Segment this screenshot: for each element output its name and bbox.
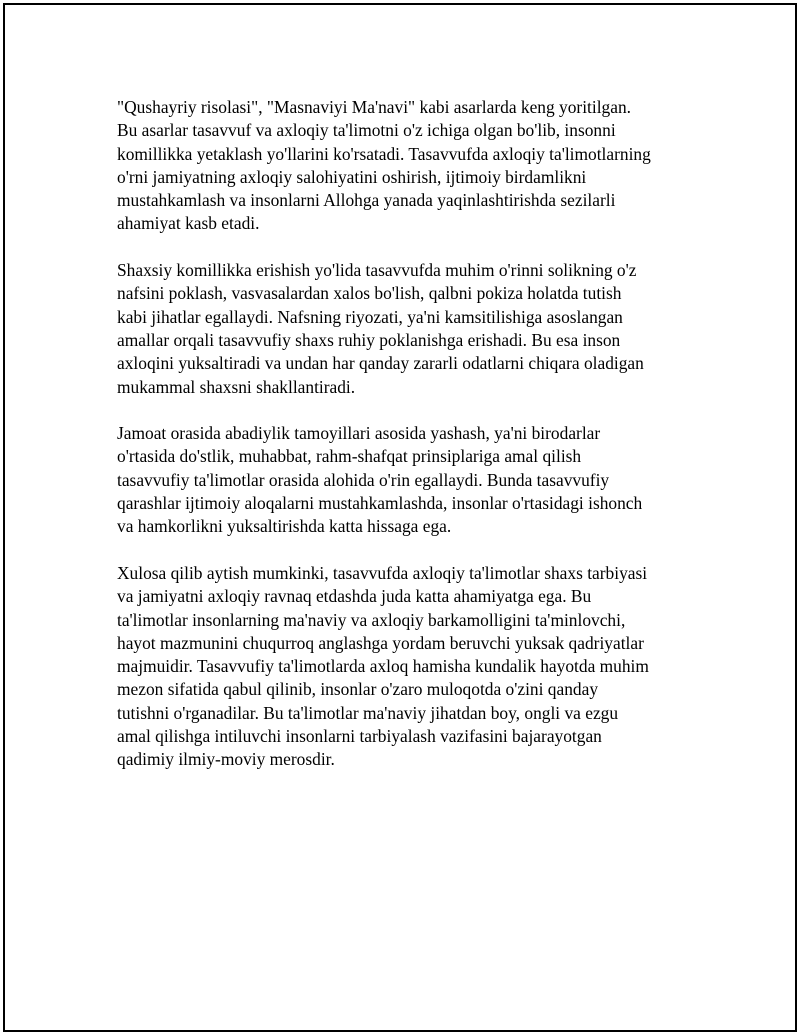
paragraph-3: Jamoat orasida abadiylik tamoyillari asosida yashash, ya'ni birodarlar o'rtasida do'stlik, muhabbat, rahm-shafqat prinsiplariga amal qilish tasavvufiy ta'limotlar orasida alohida o'rin egallaydi. Bunda tasavvufiy qarashlar ijtimoiy aloqalarni mustahkamlashda, insonlar o'rtasidagi ishonch va hamkorlikni yuksaltirishda katta hissaga ega. [117,423,643,537]
document-body [117,96,697,795]
paragraph-4: Xulosa qilib aytish mumkinki, tasavvufda axloqiy ta'limotlar shaxs tarbiyasi va jamiyatni axloqiy ravnaq etdashda juda katta ahamiyatga ega. Bu ta'limotlar insonlarning ma'naviy va axloqiy barkamolligini ta'minlovchi, hayot mazmunini chuqurroq anglashga yordam beruvchi yuksak qadriyatlar majmuidir. Tasavvufiy ta'limotlarda axloq hamisha kundalik hayotda muhim mezon sifatida qabul qilinib, insonlar o'zaro muloqotda o'zini qanday tutishni o'rganadilar. Bu ta'limotlar ma'naviy jihatdan boy, ongli va ezgu amal qilishga intiluvchi insonlarni tarbiyalash vazifasini bajarayotgan qadimiy ilmiy-moviy merosdir. [117,562,649,770]
paragraph-1: "Qushayriy risolasi", "Masnaviyi Ma'navi" kabi asarlarda keng yoritilgan. Bu asarlar tasavvuf va axloqiy ta'limotni o'z ichiga olgan bo'lib, insonni komillikka yetaklash yo'llarini ko'rsatadi. Tasavvufda axloqiy ta'limotlarning o'rni jamiyatning axloqiy salohiyatini oshirish, ijtimoiy birdamlikni mustahkamlash va insonlarni Allohga yanada yaqinlashtirishda sezilarli ahamiyat kasb etadi. [117,97,651,234]
paragraph-2: Shaxsiy komillikka erishish yo'lida tasavvufda muhim o'rinni solikning o'z nafsini poklash, vasvasalardan xalos bo'lish, qalbni pokiza holatda tutish kabi jihatlar egallaydi. Nafsning riyozati, ya'ni kamsitilishiga asoslangan amallar orqali tasavvufiy shaxs ruhiy poklanishga erishadi. Bu esa inson axloqini yuksaltiradi va undan har qanday zararli odatlarni chiqara oladigan mukammal shaxsni shakllantiradi. [117,260,644,397]
